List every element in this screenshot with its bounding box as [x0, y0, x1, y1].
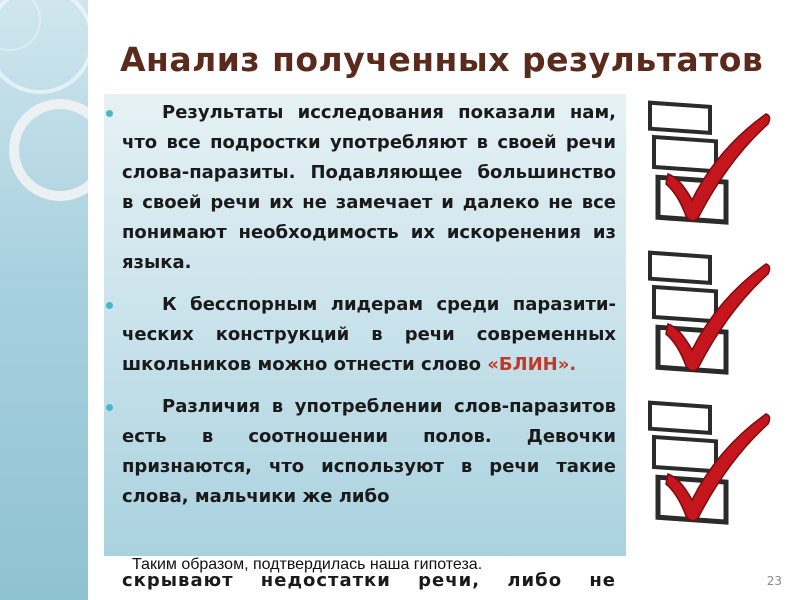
bullet-icon — [106, 110, 113, 117]
checkbox-checkmark-icon — [640, 396, 780, 546]
checkbox-checkmark-icon — [640, 246, 780, 396]
paragraph-leaders — [122, 290, 616, 380]
bullet-icon — [106, 404, 113, 411]
paragraph-differences — [122, 392, 616, 512]
overflow-text: скрывают недостатки речи, либо не — [122, 570, 616, 591]
paragraph-text: К бесспорным лидерам среди паразити-ческих конструкций в речи современных школьников можно отнести слово — [122, 294, 616, 375]
decorative-side-strip — [0, 0, 88, 600]
bullet-icon — [106, 302, 113, 309]
checkmark-illustrations — [640, 96, 780, 566]
content-panel — [104, 94, 626, 556]
paragraph-results — [122, 98, 616, 278]
checkbox-checkmark-icon — [640, 96, 780, 246]
slide-title: Анализ полученных результатов — [120, 40, 764, 79]
decorative-circles — [0, 0, 88, 600]
paragraph-text: Результаты исследования показали нам, что все подростки употребляют в своей речи слова-паразиты. Подавляющее большинство в своей речи их не замечает и далеко не все понимают необходимость их искоренения из языка. — [122, 102, 616, 273]
paragraph-text: Различия в употреблении слов-паразитов есть в соотношении полов. Девочки признаются, что используют в речи такие слова, мальчики же либо — [122, 396, 616, 507]
page-number: 23 — [766, 574, 782, 588]
conclusion-caption: Таким образом, подтвердилась наша гипотеза. — [132, 556, 483, 573]
highlighted-word: «БЛИН». — [487, 354, 577, 375]
